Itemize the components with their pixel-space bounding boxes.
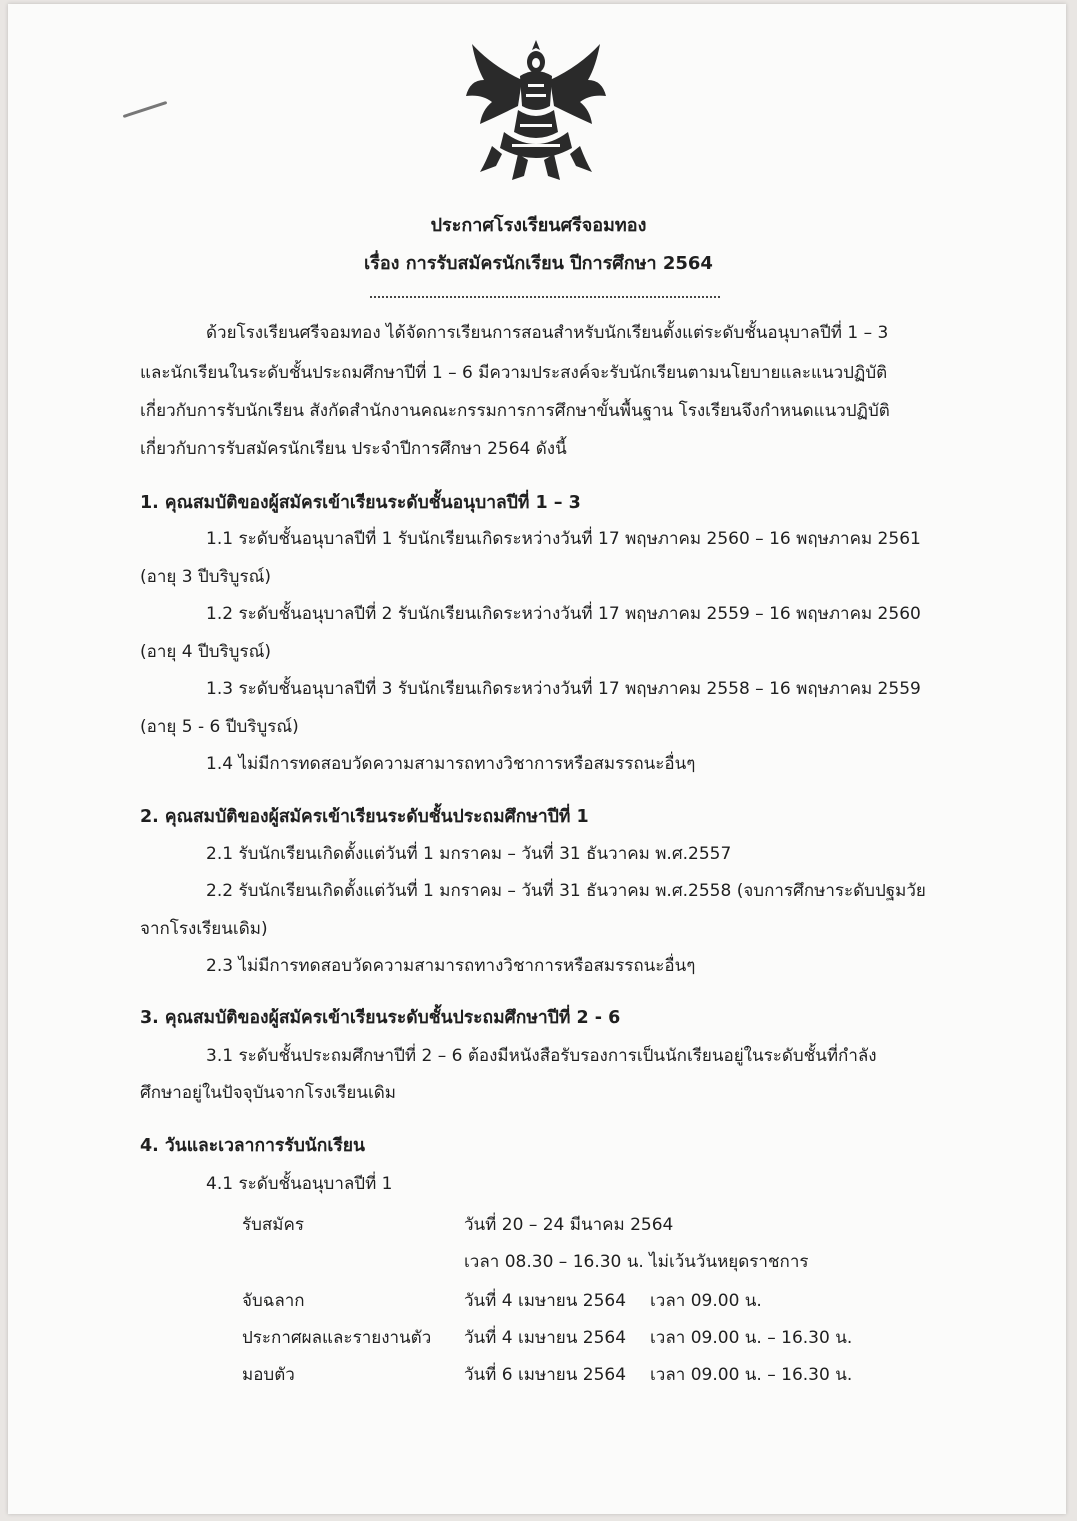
- section-3-item-1: 3.1 ระดับชั้นประถมศึกษาปีที่ 2 – 6 ต้องมีหนังสือรับรองการเป็นนักเรียนอยู่ในระดับชั้นที่กำลัง: [206, 1046, 877, 1066]
- section-2-item-2-cont: จากโรงเรียนเดิม): [140, 919, 268, 939]
- section-1-item-2-age: (อายุ 4 ปีบริบูรณ์): [140, 642, 272, 662]
- garuda-emblem-icon: [462, 36, 610, 186]
- intro-line-4: เกี่ยวกับการรับสมัครนักเรียน ประจำปีการศึกษา 2564 ดังนี้: [140, 439, 567, 459]
- schedule-time: เวลา 09.00 น. – 16.30 น.: [650, 1328, 853, 1348]
- section-3-heading: 3. คุณสมบัติของผู้สมัครเข้าเรียนระดับชั้นประถมศึกษาปีที่ 2 - 6: [140, 1008, 621, 1028]
- section-1-heading: 1. คุณสมบัติของผู้สมัครเข้าเรียนระดับชั้นอนุบาลปีที่ 1 – 3: [140, 493, 581, 513]
- section-4-heading: 4. วันและเวลาการรับนักเรียน: [140, 1136, 365, 1156]
- schedule-date: วันที่ 4 เมษายน 2564: [464, 1291, 627, 1311]
- section-2-heading: 2. คุณสมบัติของผู้สมัครเข้าเรียนระดับชั้นประถมศึกษาปีที่ 1: [140, 807, 589, 827]
- schedule-date: เวลา 08.30 – 16.30 น. ไม่เว้นวันหยุดราชการ: [464, 1252, 809, 1272]
- schedule-label: จับฉลาก: [242, 1291, 305, 1311]
- section-2-item-1: 2.1 รับนักเรียนเกิดตั้งแต่วันที่ 1 มกราคม – วันที่ 31 ธันวาคม พ.ศ.2557: [206, 844, 732, 864]
- section-1-item-4: 1.4 ไม่มีการทดสอบวัดความสามารถทางวิชาการหรือสมรรถนะอื่นๆ: [206, 754, 696, 774]
- schedule-time: เวลา 09.00 น. – 16.30 น.: [650, 1365, 853, 1385]
- section-1-item-3: 1.3 ระดับชั้นอนุบาลปีที่ 3 รับนักเรียนเกิดระหว่างวันที่ 17 พฤษภาคม 2558 – 16 พฤษภาคม 2559: [206, 679, 921, 699]
- intro-line-3: เกี่ยวกับการรับนักเรียน สังกัดสำนักงานคณะกรรมการการศึกษาขั้นพื้นฐาน โรงเรียนจึงกำหนดแนวปฏิบัติ: [140, 401, 890, 421]
- section-1-item-2: 1.2 ระดับชั้นอนุบาลปีที่ 2 รับนักเรียนเกิดระหว่างวันที่ 17 พฤษภาคม 2559 – 16 พฤษภาคม 2560: [206, 604, 921, 624]
- schedule-label: รับสมัคร: [242, 1215, 305, 1235]
- schedule-date: วันที่ 6 เมษายน 2564: [464, 1365, 627, 1385]
- announcement-title: ประกาศโรงเรียนศรีจอมทอง: [430, 215, 647, 236]
- pencil-mark: [123, 101, 168, 118]
- announcement-subject: เรื่อง การรับสมัครนักเรียน ปีการศึกษา 2564: [364, 253, 713, 274]
- section-1-item-1: 1.1 ระดับชั้นอนุบาลปีที่ 1 รับนักเรียนเกิดระหว่างวันที่ 17 พฤษภาคม 2560 – 16 พฤษภาคม 2561: [206, 529, 921, 549]
- schedule-date: วันที่ 20 – 24 มีนาคม 2564: [464, 1215, 674, 1235]
- schedule-label: มอบตัว: [242, 1365, 295, 1385]
- section-3-item-1-cont: ศึกษาอยู่ในปัจจุบันจากโรงเรียนเดิม: [140, 1083, 396, 1103]
- section-1-item-3-age: (อายุ 5 - 6 ปีบริบูรณ์): [140, 717, 299, 737]
- schedule-label: ประกาศผลและรายงานตัว: [242, 1328, 432, 1348]
- section-4-sub-1: 4.1 ระดับชั้นอนุบาลปีที่ 1: [206, 1174, 393, 1194]
- intro-line-1: ด้วยโรงเรียนศรีจอมทอง ได้จัดการเรียนการสอนสำหรับนักเรียนตั้งแต่ระดับชั้นอนุบาลปีที่ 1 – 3: [206, 323, 889, 343]
- intro-line-2: และนักเรียนในระดับชั้นประถมศึกษาปีที่ 1 – 6 มีความประสงค์จะรับนักเรียนตามนโยบายและแนวปฏิบัติ: [140, 363, 888, 383]
- section-1-item-1-age: (อายุ 3 ปีบริบูรณ์): [140, 567, 272, 587]
- schedule-time: เวลา 09.00 น.: [650, 1291, 762, 1311]
- section-2-item-2: 2.2 รับนักเรียนเกิดตั้งแต่วันที่ 1 มกราคม – วันที่ 31 ธันวาคม พ.ศ.2558 (จบการศึกษาระดับปฐมวัย: [206, 881, 926, 901]
- schedule-date: วันที่ 4 เมษายน 2564: [464, 1328, 627, 1348]
- dotted-divider: [370, 296, 720, 298]
- section-2-item-3: 2.3 ไม่มีการทดสอบวัดความสามารถทางวิชาการหรือสมรรถนะอื่นๆ: [206, 956, 696, 976]
